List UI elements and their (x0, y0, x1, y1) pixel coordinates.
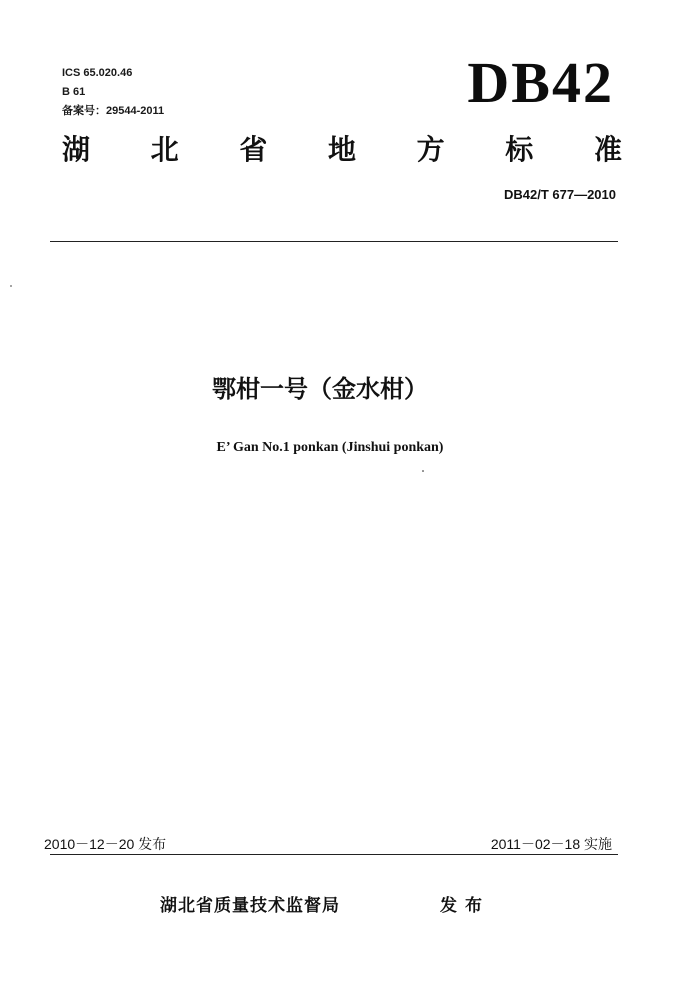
authority-char: 方 (416, 133, 445, 166)
ics-code: ICS 65.020.46 (62, 67, 133, 79)
authority-char: 北 (150, 133, 179, 166)
authority-title (62, 130, 622, 170)
ccs-code: B 61 (62, 86, 86, 98)
document-title-english: E’ Gan No.1 ponkan (Jinshui ponkan) (216, 440, 444, 455)
issue-date: 2010－12－20 发布 (44, 836, 167, 852)
publish-label: 发布 (440, 896, 490, 916)
authority-char: 标 (505, 133, 534, 166)
footer-divider (50, 854, 618, 855)
standard-code-logo: DB42 (467, 50, 614, 115)
authority-char: 准 (593, 133, 622, 166)
document-title-chinese: 鄂柑一号（金水柑） (212, 375, 428, 403)
scan-speck (10, 285, 12, 287)
authority-char: 省 (239, 133, 268, 166)
authority-char: 地 (327, 133, 356, 166)
record-number: 备案号：29544-2011 (62, 105, 165, 117)
publisher-name: 湖北省质量技术监督局 (160, 896, 340, 916)
authority-char: 湖 (62, 133, 91, 166)
header-divider (50, 241, 618, 242)
standard-number: DB42/T 677—2010 (503, 187, 616, 202)
scan-speck (422, 470, 424, 472)
classification-block (62, 64, 164, 121)
implementation-date: 2011－02－18 实施 (490, 836, 612, 852)
